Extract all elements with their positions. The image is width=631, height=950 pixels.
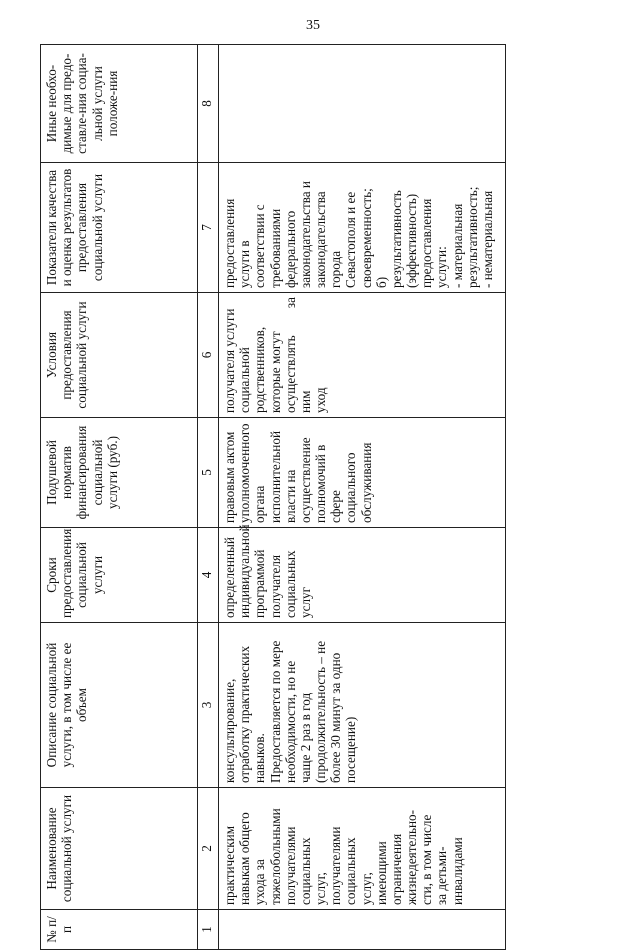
cell-quality-indicators — [219, 163, 506, 293]
cell-text-line: - материальная — [449, 203, 465, 288]
cell-text-line: определенный — [222, 537, 237, 618]
cell-text-line: б) — [373, 276, 389, 288]
cell-text-line: услуг — [297, 586, 313, 618]
cell-text-line: получателями — [282, 826, 298, 905]
header-cell: Сроки предоставления социальной услуги — [41, 528, 198, 623]
cell-text-line: уполномоченного — [237, 423, 253, 523]
cell-text-line: которые могут — [267, 331, 283, 413]
cell-text-line: органа — [252, 485, 268, 523]
cell-text-line: осуществление — [297, 437, 313, 523]
cell-text-line: программой — [252, 549, 268, 618]
cell-text-line: социальных — [282, 550, 298, 618]
cell-text-line: навыкам общего — [237, 812, 253, 905]
header-cell: № п/п — [41, 910, 198, 950]
column-number: 5 — [198, 418, 219, 528]
cell-text-line: правовым актом — [222, 431, 237, 523]
cell-text-line: услуги в — [237, 240, 253, 288]
cell-text-line: за детьми- — [434, 846, 450, 905]
header-cell: Иные необхо-димые для предо-ставле-ния социа-льной услуги положе-ния — [41, 45, 198, 163]
cell-text-line: услуги: — [434, 246, 450, 288]
cell-text-line: чаще 2 раз в год — [297, 692, 313, 783]
cell-text-line: ограничения — [388, 833, 404, 905]
column-number: 6 — [198, 293, 219, 418]
cell-text-line: требованиями — [267, 208, 283, 288]
cell-text-line: своевременность; — [358, 188, 374, 288]
cell-text-line: федерального — [282, 210, 298, 288]
cell-text-line: законодательства и — [297, 181, 313, 288]
cell-conditions — [219, 293, 506, 418]
header-cell: Условия предоставления социальной услуги — [41, 293, 198, 418]
cell-number — [219, 910, 506, 950]
cell-text-line: услуг, — [358, 872, 374, 905]
cell-text-line: тяжелобольными — [267, 808, 283, 905]
header-cell: Подушевой норматив финансирования социальной услуги (руб.) — [41, 418, 198, 528]
cell-text-line: Севастополя и ее — [343, 191, 359, 288]
cell-text-line: более 30 минут за одно — [328, 652, 344, 783]
cell-text-line: осуществлять за ним — [282, 297, 313, 413]
cell-text-line: законодательства — [313, 191, 329, 288]
cell-text-line: имеющими — [373, 841, 389, 905]
cell-text-line: предоставления — [222, 198, 237, 288]
cell-text-line: результативность; — [464, 186, 480, 288]
cell-text-line: социального — [343, 452, 359, 523]
cell-text-line: социальных — [343, 837, 359, 905]
cell-text-line: ухода за — [252, 859, 268, 905]
cell-text-line: получателями — [328, 826, 344, 905]
cell-text-line: индивидуальной — [237, 524, 253, 618]
cell-text-line: консультирование, — [222, 678, 237, 783]
header-cell: Наименование социальной услуги — [41, 788, 198, 910]
cell-text-line: социальной — [237, 347, 253, 413]
column-number: 4 — [198, 528, 219, 623]
cell-text-line: навыков. — [252, 733, 268, 783]
cell-text-line: - нематериальная — [479, 190, 495, 288]
cell-text-line: сфере — [328, 490, 344, 523]
cell-text-line: получателя услуги — [222, 308, 237, 413]
cell-text-line: отработку практических — [237, 645, 253, 783]
cell-text-line: города — [328, 250, 344, 288]
cell-text-line: обслуживания — [358, 442, 374, 523]
cell-text-line: власти на — [282, 469, 298, 523]
cell-text-line: социальных — [297, 837, 313, 905]
header-cell: Описание социальной услуги, в том числе ее объем — [41, 623, 198, 788]
cell-text-line: инвалидами — [449, 837, 465, 905]
cell-text-line: результативность — [388, 190, 404, 288]
rotated-table-sheet — [40, 45, 573, 950]
services-table — [40, 44, 506, 950]
cell-text-line: (продолжительность – не — [313, 640, 329, 783]
cell-text-line: практическим — [222, 825, 237, 905]
cell-text-line: уход — [313, 387, 329, 413]
page-number: 35 — [306, 18, 320, 33]
cell-terms — [219, 524, 506, 623]
cell-text-line: сти, в том числе — [419, 814, 435, 905]
cell-text-line: соответствии с — [252, 204, 268, 288]
column-number: 3 — [198, 623, 219, 788]
cell-text-line: услуг, — [313, 872, 329, 905]
cell-text-line: полномочий в — [313, 444, 329, 523]
cell-service-name — [219, 788, 506, 910]
cell-text-line: родственников, — [252, 326, 268, 413]
cell-funding-norm — [219, 418, 506, 528]
cell-text-line: (эффективность) — [404, 193, 420, 288]
column-number: 8 — [198, 45, 219, 163]
cell-text-line: Предоставляется по мере — [267, 640, 283, 783]
cell-text-line: жизнедеятельно- — [404, 810, 420, 905]
column-number: 2 — [198, 788, 219, 910]
column-number-row — [198, 45, 219, 950]
cell-other — [219, 45, 506, 163]
header-cell: Показатели качества и оценка результатов предоставления социальной услуги — [41, 163, 198, 293]
table-row — [219, 45, 506, 950]
cell-text-line: предоставления — [419, 198, 435, 288]
cell-description — [219, 623, 506, 788]
header-row — [41, 45, 198, 950]
column-number: 1 — [198, 910, 219, 950]
cell-text-line: получателя — [267, 554, 283, 618]
cell-text-line: необходимости, но не — [282, 660, 298, 783]
cell-text-line: посещение) — [343, 716, 359, 783]
column-number: 7 — [198, 163, 219, 293]
cell-text-line: исполнительной — [267, 430, 283, 523]
